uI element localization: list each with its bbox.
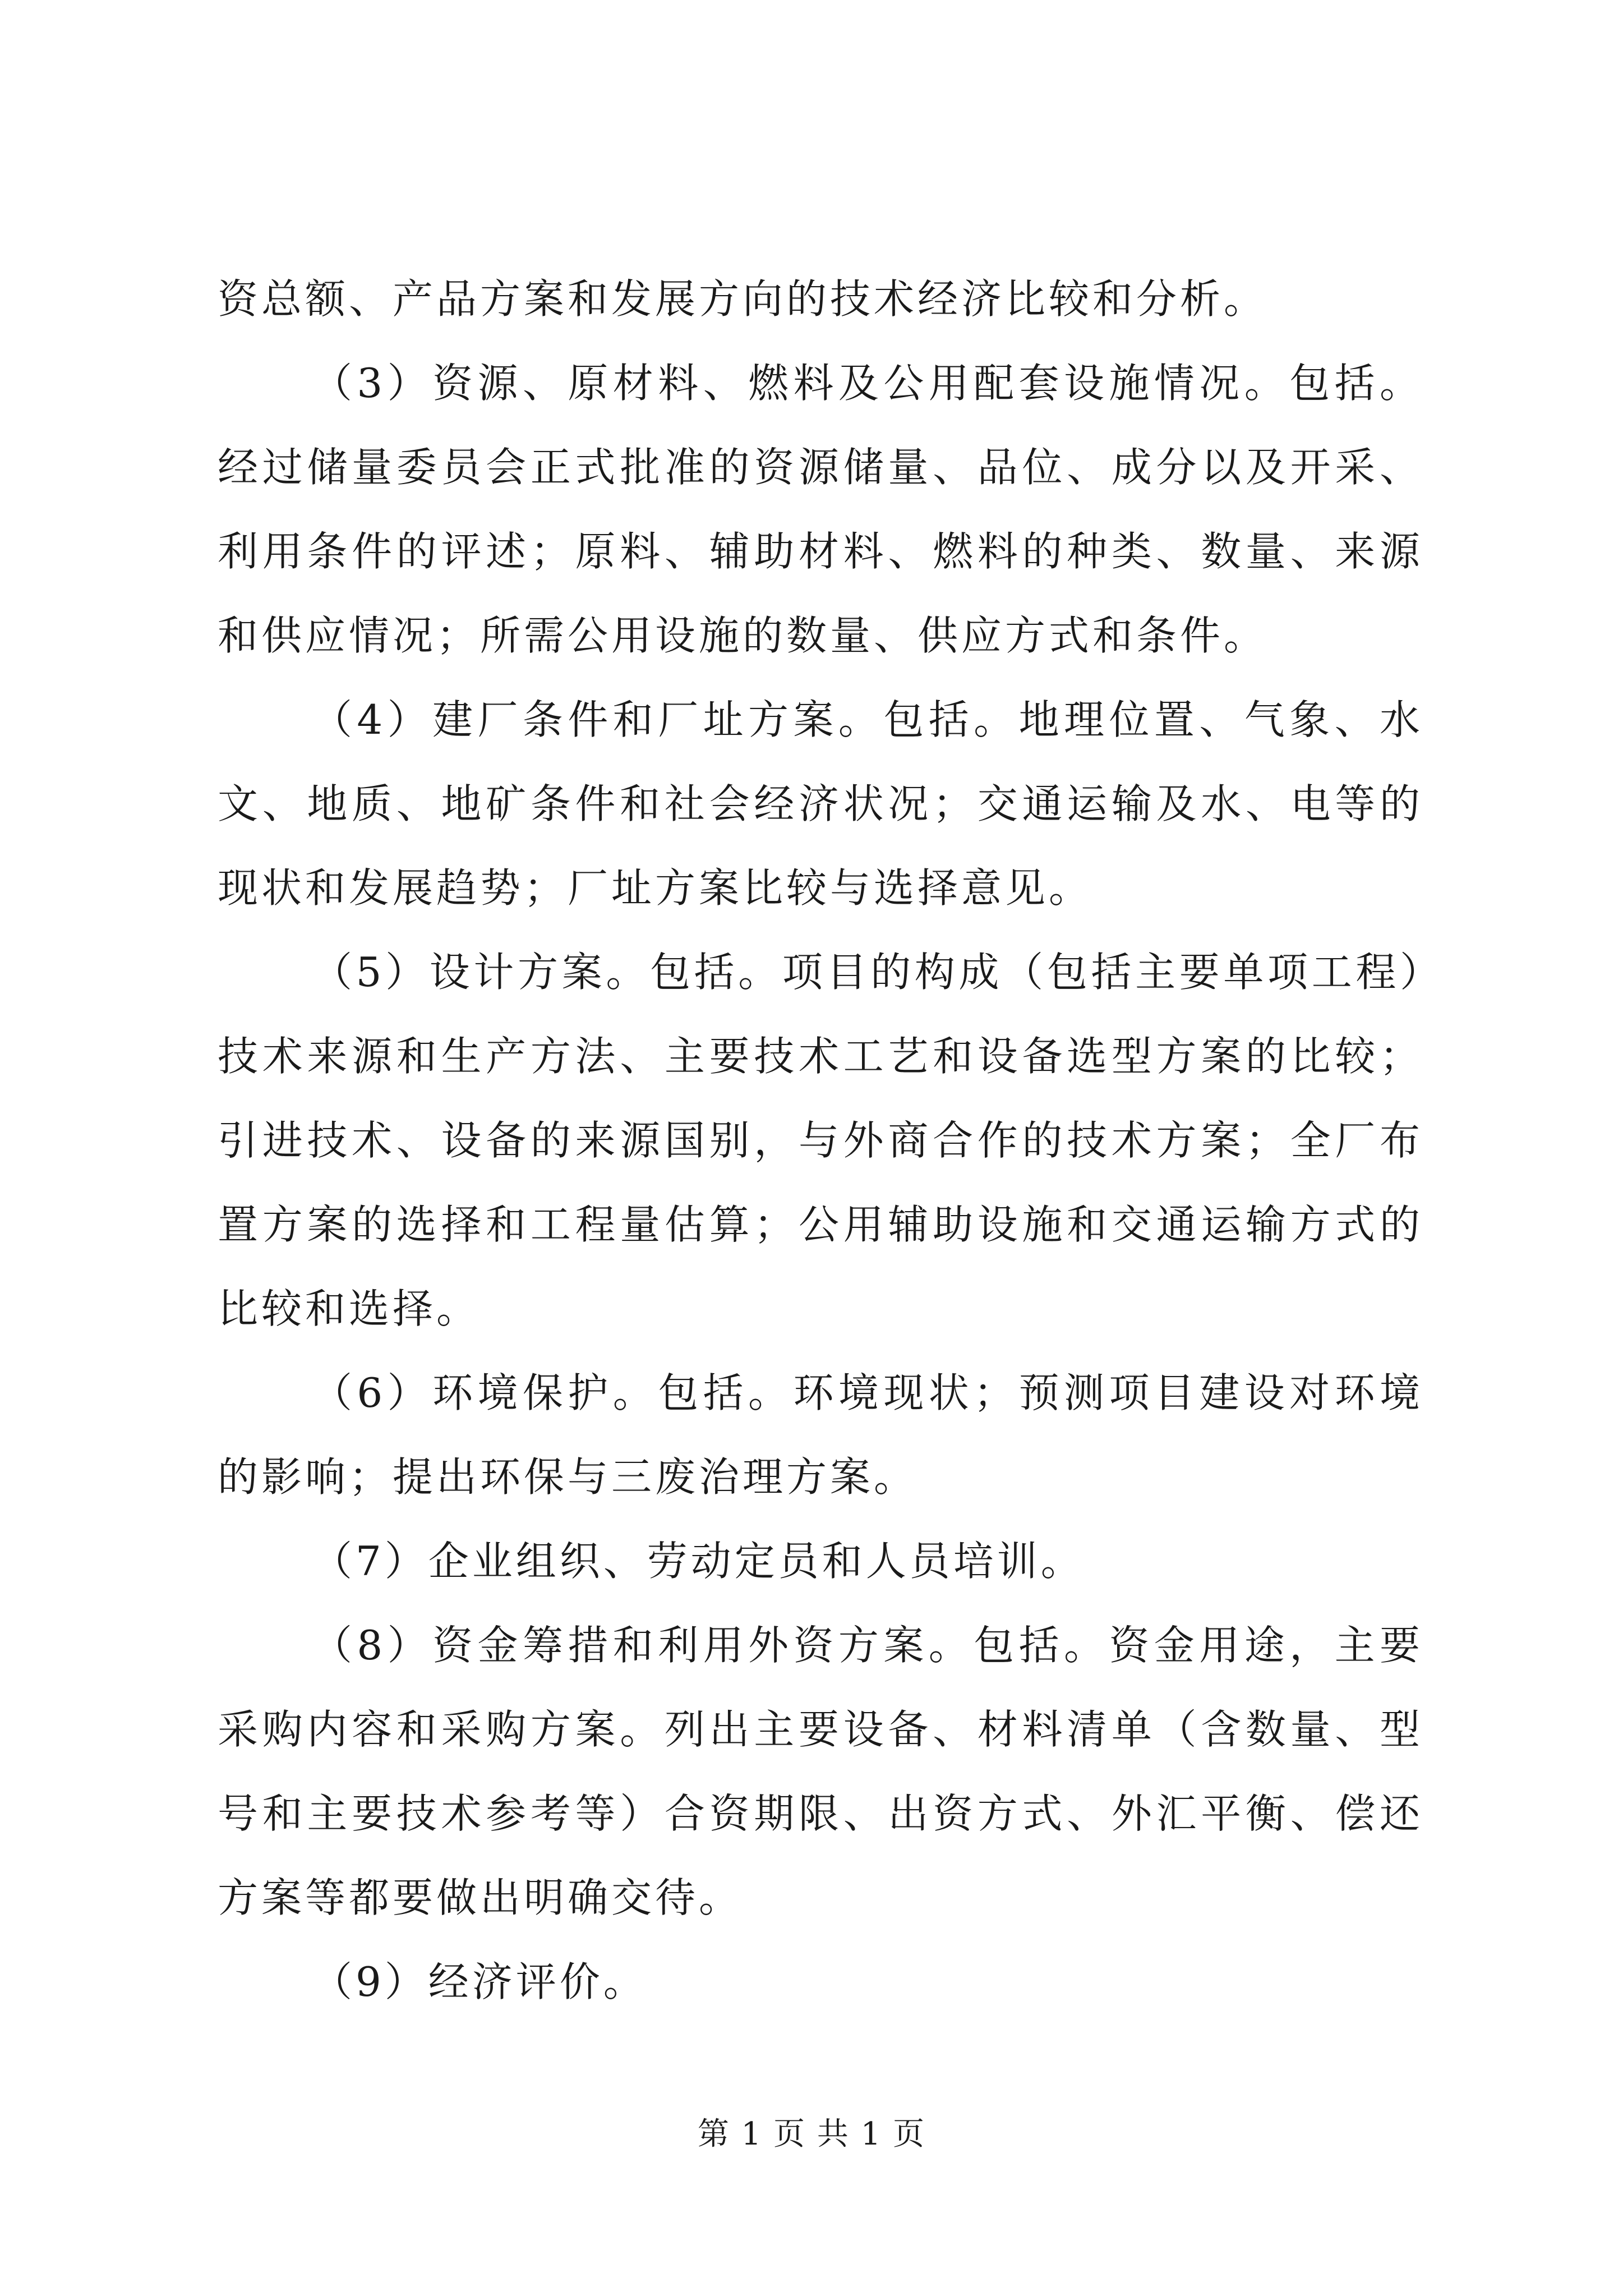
document-body [218,257,1423,2024]
page-footer: 第 1 页 共 1 页 [697,2116,926,2152]
paragraph-item-5: （5）设计方案。包括。项目的构成（包括主要单项工程）技术来源和生产方法、主要技术工艺和设备选型方案的比较；引进技术、设备的来源国别，与外商合作的技术方案；全厂布置方案的选择和工程量估算；公用辅助设施和交通运输方式的比较和选择。 [218,949,1423,1332]
paragraph-item-4: （4）建厂条件和厂址方案。包括。地理位置、气象、水文、地质、地矿条件和社会经济状况；交通运输及水、电等的现状和发展趋势；厂址方案比较与选择意见。 [218,696,1423,912]
paragraph-continuation: 资总额、产品方案和发展方向的技术经济比较和分析。 [218,275,1268,323]
paragraph-item-7: （7）企业组织、劳动定员和人员培训。 [312,1538,1085,1585]
paragraph-item-3: （3）资源、原材料、燃料及公用配套设施情况。包括。经过储量委员会正式批准的资源储量、品位、成分以及开采、利用条件的评述；原料、辅助材料、燃料的种类、数量、来源和供应情况；所需公用设施的数量、供应方式和条件。 [218,360,1423,659]
paragraph-item-9: （9）经济评价。 [312,1958,647,2005]
paragraph-item-8: （8）资金筹措和利用外资方案。包括。资金用途，主要采购内容和采购方案。列出主要设备、材料清单（含数量、型号和主要技术参考等）合资期限、出资方式、外汇平衡、偿还方案等都要做出明确交待。 [218,1622,1423,1921]
paragraph-item-6: （6）环境保护。包括。环境现状；预测项目建设对环境的影响；提出环保与三废治理方案。 [218,1369,1423,1501]
